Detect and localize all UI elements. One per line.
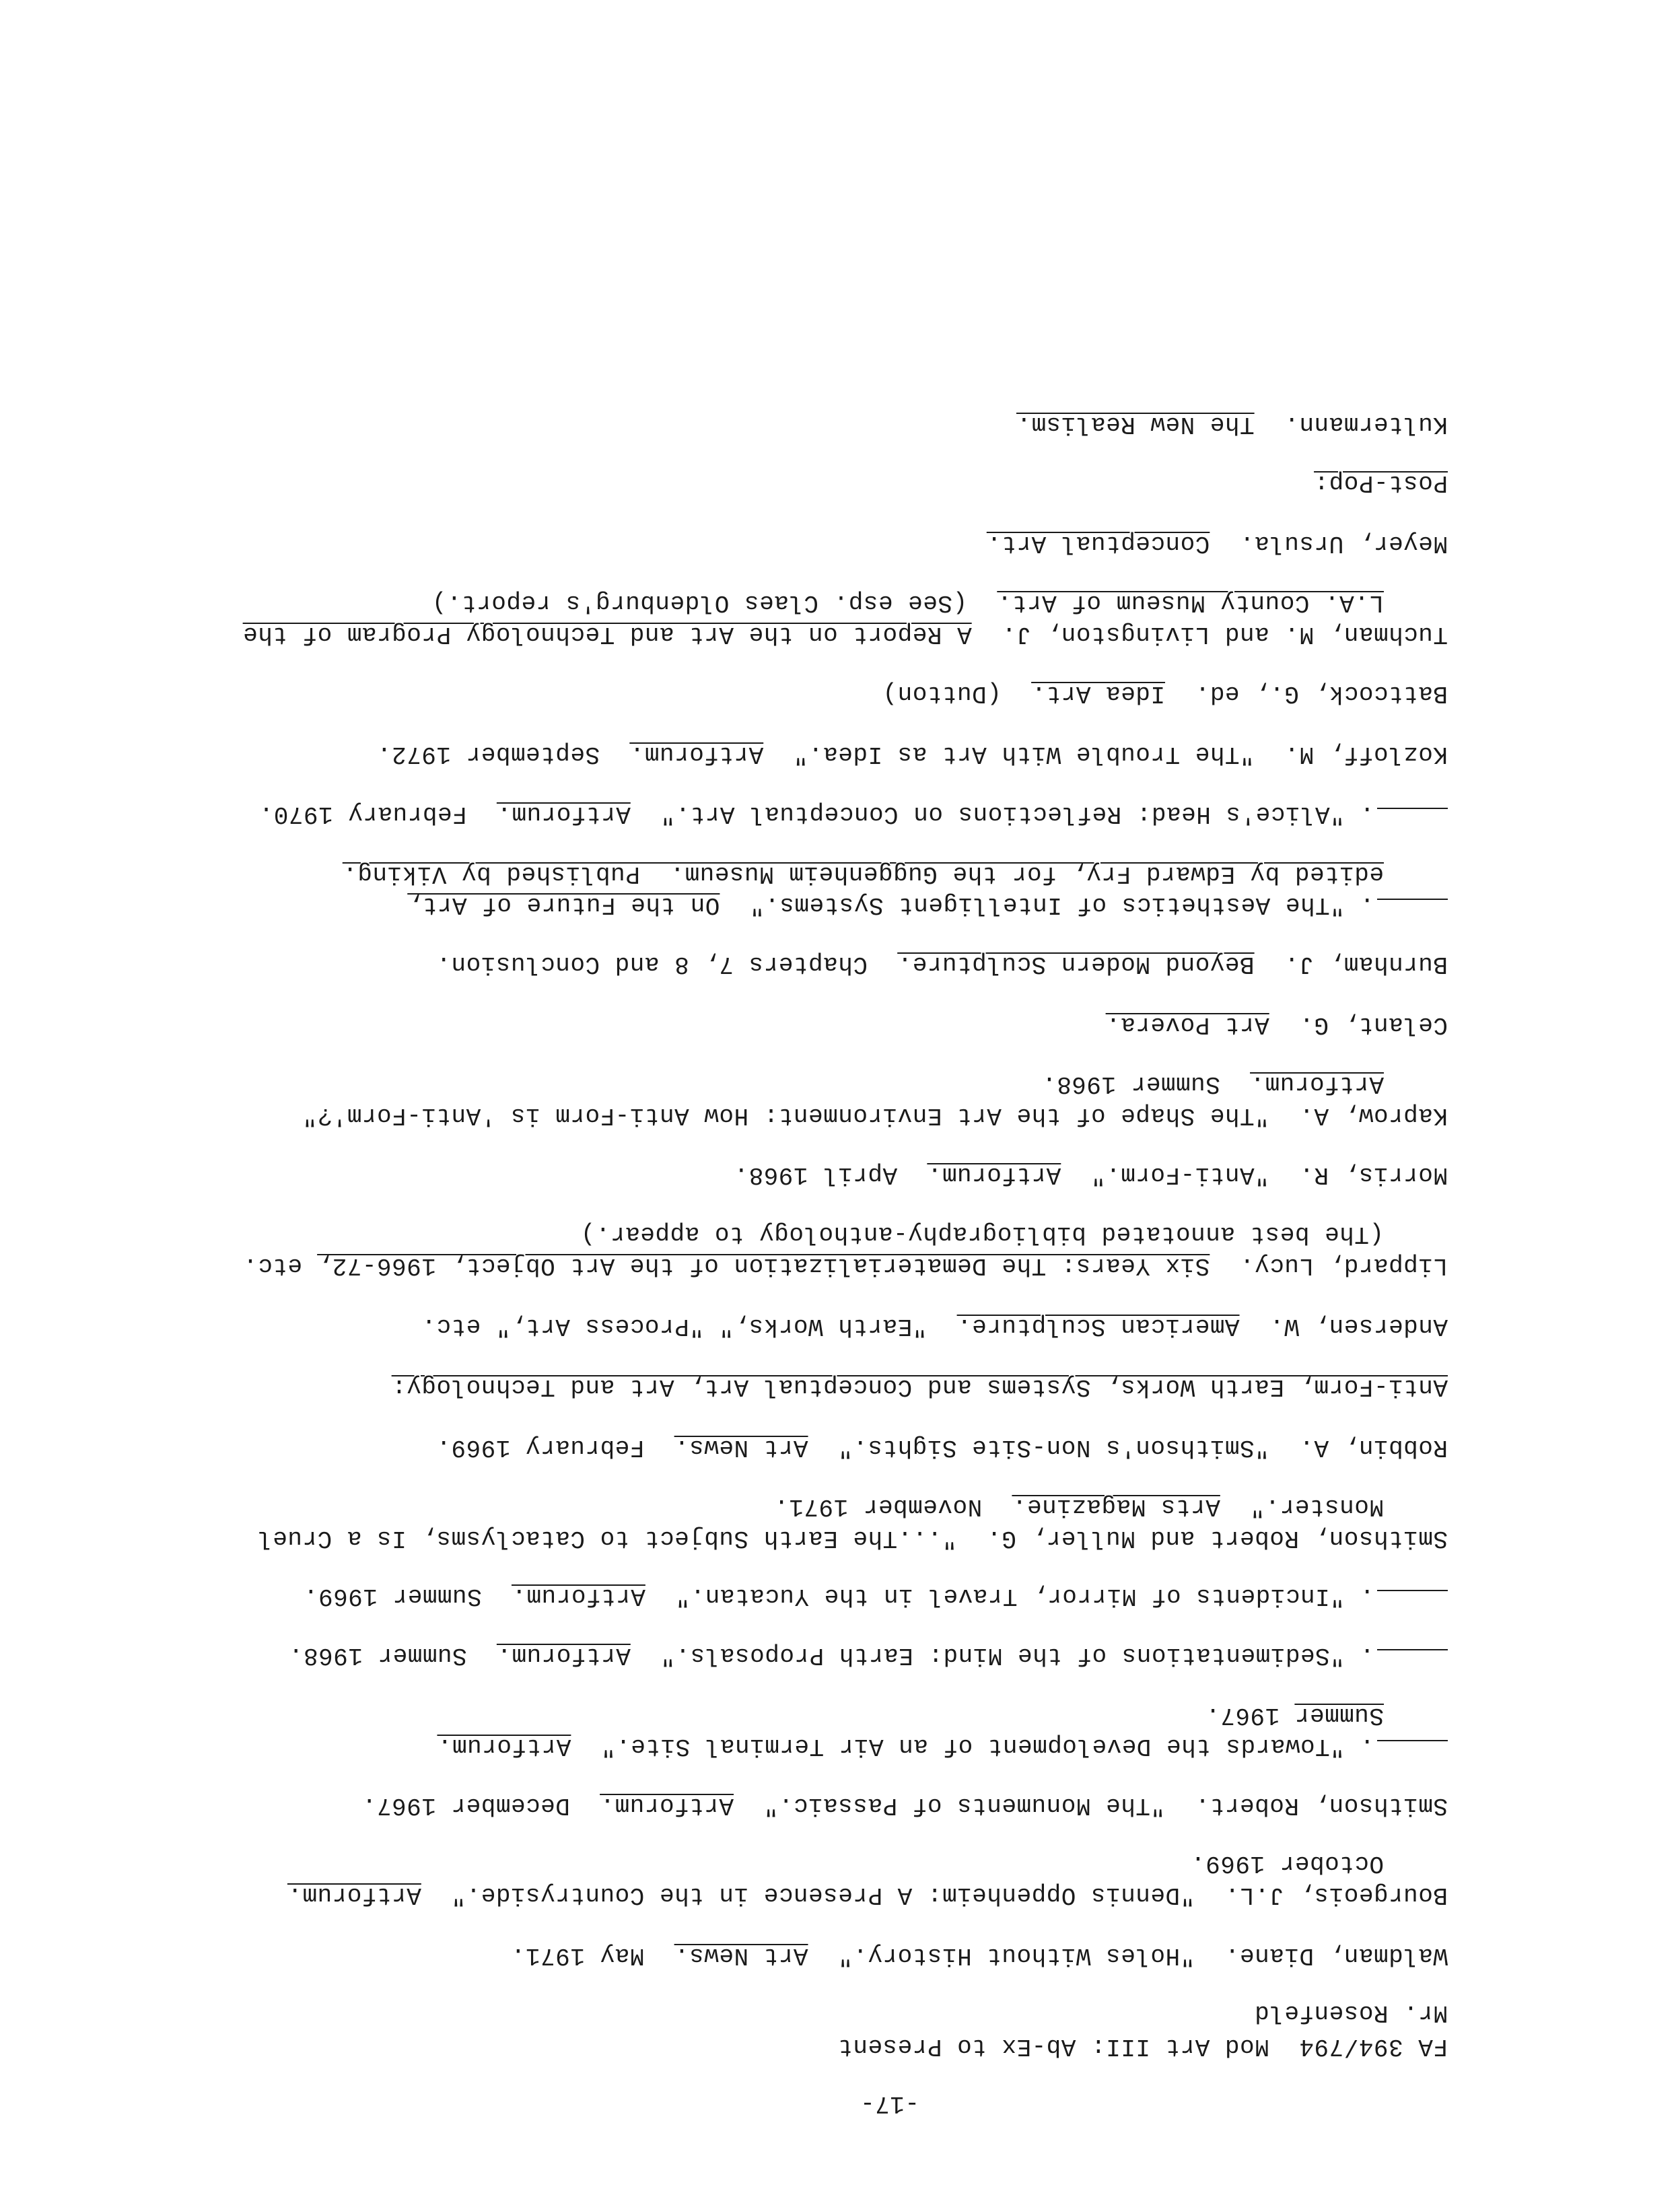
bib-entry-smithson-muller-cont: Monster." Arts Magazine. November 1971.: [773, 1493, 1384, 1521]
bib-entry-kaprow: Kaprow, A. "The Shape of the Art Environment: How Anti-Form is 'Anti-Form'?": [302, 1102, 1448, 1129]
book-title: American Sculpture.: [956, 1313, 1240, 1340]
bib-entry-meyer: Meyer, Ursula. Conceptual Art.: [986, 530, 1448, 557]
bib-entry-lippard-note: (The best annotated bibliography-anthology to appear.): [580, 1220, 1384, 1248]
bib-entry-intelligent-systems-cont: edited by Edward Fry, for the Guggenheim Museum. Published by Viking.: [342, 860, 1384, 888]
journal-title: Artforum.: [496, 800, 631, 828]
bib-entry-celant: Celant, G. Art Povera.: [1105, 1011, 1448, 1039]
journal-title: Arts Magazine.: [1012, 1493, 1220, 1521]
bib-entry-yucatan: . "Incidents of Mirror, Travel in the Yucatan." Artforum. Summer 1969.: [304, 1582, 1448, 1610]
journal-title: Artforum.: [1250, 1070, 1384, 1098]
bib-entry-smithson-muller: Smithson, Robert and Muller, G. "...The Earth Subject to Cataclysms, Is a Cruel: [257, 1525, 1448, 1552]
journal-title: Artforum.: [600, 1792, 734, 1819]
bib-entry-battcock: Battcock, G., ed. Idea Art. (Dutton): [882, 680, 1448, 707]
journal-title: Artforum.: [629, 740, 764, 768]
bib-entry-lippard: Lippard, Lucy. Six Years: The Dematerialization of the Art Object, 1966-72, etc.: [242, 1252, 1448, 1280]
journal-title: Artforum.: [511, 1582, 645, 1610]
journal-title: Artforum.: [437, 1733, 571, 1760]
bib-entry-tuchman: Tuchman, M. and Livingston, J. A Report on the Art and Technology Program of the: [242, 621, 1448, 648]
journal-title: Art News.: [674, 1434, 808, 1461]
bib-entry-morris: Morris, R. "Anti-Form." Artforum. April 1968.: [734, 1161, 1448, 1189]
journal-title: Art News.: [674, 1942, 808, 1969]
bib-entry-kultermann: Kultermann. The New Realism.: [1016, 411, 1448, 438]
section-heading-anti-form: Anti-Form, Earth Works, Systems and Conceptual Art, Art and Technology:: [391, 1373, 1448, 1401]
ditto-line: [1377, 1740, 1448, 1760]
bib-entry-intelligent-systems: . "The Aesthetics of Intelligent Systems." On the Future of Art,: [407, 891, 1448, 919]
bib-entry-alices-head: . "Alice's Head: Reflections on Conceptual Art." Artforum. February 1970.: [258, 800, 1448, 828]
bib-entry-air-terminal: . "Towards the Development of an Air Terminal Site." Artforum.: [437, 1733, 1448, 1760]
bib-entry-sedimentations: . "Sedimentations of the Mind: Earth Proposals." Artforum. Summer 1968.: [288, 1642, 1448, 1669]
journal-title: Artforum.: [287, 1881, 421, 1909]
journal-title: Artforum.: [496, 1642, 631, 1669]
bib-entry-air-terminal-date: Summer 1967.: [1205, 1702, 1384, 1729]
instructor-name: Mr. Rosenfeld: [1254, 1999, 1448, 2027]
ditto-line: [1377, 1649, 1448, 1669]
page-number: -17-: [860, 2090, 919, 2118]
book-title: Beyond Modern Sculpture.: [897, 950, 1255, 978]
bib-entry-bourgeois-date: October 1969.: [1190, 1850, 1384, 1877]
book-title: A Report on the Art and Technology Program of the: [242, 621, 972, 648]
course-title: FA 394/794 Mod Art III: Ab-Ex to Present: [837, 2033, 1448, 2060]
bib-entry-tuchman-cont: L.A. County Museum of Art. (See esp. Claes Oldenburg's report.): [431, 589, 1384, 617]
section-heading-post-pop: Post-Pop:: [1314, 469, 1448, 497]
bib-entry-burnham: Burnham, J. Beyond Modern Sculpture. Chapters 7, 8 and Conclusion.: [435, 950, 1448, 978]
book-title: Art Povera.: [1105, 1011, 1269, 1039]
ditto-line: [1377, 899, 1448, 919]
book-title: The New Realism.: [1016, 411, 1255, 438]
book-title: On the Future of Art,: [407, 891, 720, 919]
book-title: Conceptual Art.: [986, 530, 1210, 557]
bib-entry-kozloff: Kozloff, M. "The Trouble With Art as Idea." Artforum. September 1972.: [376, 740, 1448, 768]
book-title: Idea Art.: [1031, 680, 1166, 707]
bib-entry-robbin: Robbin, A. "Smithson's Non-Site Sights." Art News. February 1969.: [435, 1434, 1448, 1461]
bib-entry-waldman: Waldman, Diane. "Holes Without History." Art News. May 1971.: [510, 1942, 1448, 1969]
bib-entry-kaprow-cont: Artforum. Summer 1968.: [1041, 1070, 1384, 1098]
journal-title: Artforum.: [927, 1161, 1061, 1189]
book-title: Six Years: The Dematerialization of the Art Object, 1966-72,: [317, 1252, 1210, 1280]
bib-entry-bourgeois: Bourgeois, J.L. "Dennis Oppenheim: A Presence in the Countryside." Artforum.: [287, 1881, 1448, 1909]
ditto-line: [1377, 1590, 1448, 1610]
bib-entry-andersen: Andersen, W. American Sculpture. "Earth Works," "Process Art," etc.: [421, 1313, 1448, 1340]
bib-entry-smithson-passaic: Smithson, Robert. "The Monuments of Passaic." Artforum. December 1967.: [361, 1792, 1448, 1819]
ditto-line: [1377, 808, 1448, 828]
